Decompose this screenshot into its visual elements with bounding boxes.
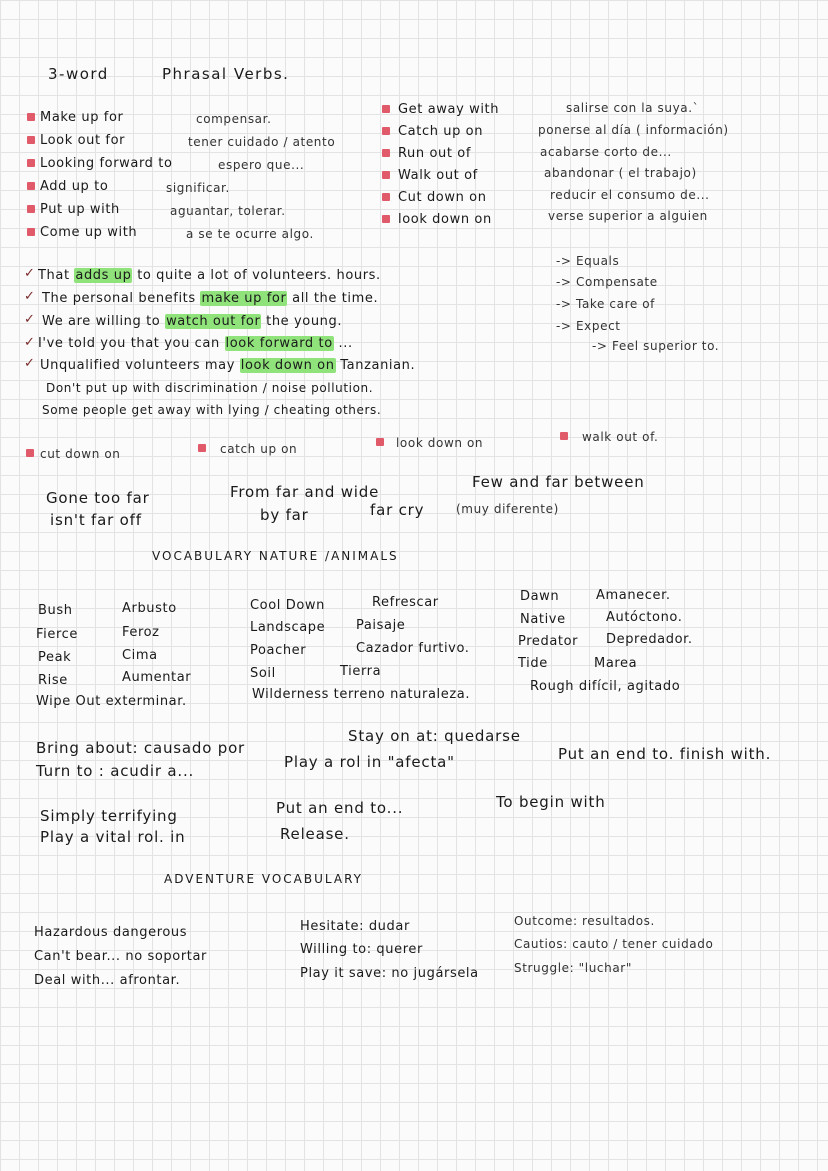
bullet-icon xyxy=(382,215,390,223)
check-icon: ✓ xyxy=(24,356,36,371)
vocab-word: Hazardous dangerous xyxy=(34,925,188,940)
list-item: Run out of xyxy=(398,146,472,161)
expression: Gone too far xyxy=(46,489,150,507)
tag-item: catch up on xyxy=(220,442,298,456)
phrase: Put an end to. finish with. xyxy=(558,745,772,763)
list-item: Come up with xyxy=(40,225,138,240)
list-item-translation: a se te ocurre algo. xyxy=(186,227,314,241)
bullet-icon xyxy=(382,193,390,201)
list-item: Add up to xyxy=(40,179,109,194)
vocab-translation: Cazador furtivo. xyxy=(356,641,470,656)
example-sentence: That adds up to quite a lot of volunteers. hours. xyxy=(38,268,381,283)
list-item-translation: salirse con la suya.` xyxy=(566,101,700,115)
vocab-word: Predator xyxy=(518,634,579,649)
bullet-icon xyxy=(560,432,568,440)
example-sentence: We are willing to watch out for the young. xyxy=(42,314,343,329)
bullet-icon xyxy=(27,113,35,121)
vocab-word: Native xyxy=(520,612,566,627)
vocab-word: Poacher xyxy=(250,643,307,658)
list-item-translation: compensar. xyxy=(196,112,272,126)
vocab-translation: Marea xyxy=(594,656,638,671)
bullet-icon xyxy=(27,136,35,144)
section-heading: VOCABULARY NATURE /ANIMALS xyxy=(152,549,399,563)
vocab-word: Wilderness terreno naturaleza. xyxy=(252,687,471,702)
check-icon: ✓ xyxy=(24,312,36,327)
list-item-translation: tener cuidado / atento xyxy=(188,135,336,149)
expression: Few and far between xyxy=(472,473,645,491)
tag-item: walk out of. xyxy=(582,430,659,444)
vocab-translation: Tierra xyxy=(340,664,382,679)
vocab-word: Landscape xyxy=(250,620,326,635)
check-icon: ✓ xyxy=(24,335,36,350)
vocab-word: Cool Down xyxy=(250,598,325,613)
bullet-icon xyxy=(27,205,35,213)
expression-note: (muy diferente) xyxy=(456,502,559,516)
vocab-translation: Amanecer. xyxy=(596,588,671,603)
bullet-icon xyxy=(198,444,206,452)
meaning-label: -> Expect xyxy=(556,319,621,333)
list-item-translation: reducir el consumo de... xyxy=(550,188,710,202)
expression: isn't far off xyxy=(50,511,142,529)
expression: From far and wide xyxy=(230,483,380,501)
vocab-word: Tide xyxy=(518,656,548,671)
vocab-translation: Paisaje xyxy=(356,618,406,633)
check-icon: ✓ xyxy=(24,289,36,304)
list-item: Walk out of xyxy=(398,168,478,183)
list-item: look down on xyxy=(398,212,492,227)
vocab-word: Deal with... afrontar. xyxy=(34,973,181,988)
list-item: Look out for xyxy=(40,133,126,148)
expression: far cry xyxy=(370,501,425,519)
bullet-icon xyxy=(27,228,35,236)
vocab-word: Fierce xyxy=(36,627,78,642)
vocab-word: Cautios: cauto / tener cuidado xyxy=(514,937,714,951)
check-icon: ✓ xyxy=(24,266,36,281)
phrase: Bring about: causado por xyxy=(36,739,246,757)
phrase: Play a rol in "afecta" xyxy=(284,753,455,771)
vocab-word: Peak xyxy=(38,650,72,665)
vocab-word: Hesitate: dudar xyxy=(300,919,410,934)
example-sentence: Don't put up with discrimination / noise pollution. xyxy=(46,381,374,395)
bullet-icon xyxy=(382,149,390,157)
phrase: Simply terrifying xyxy=(40,807,178,825)
page-title: Phrasal Verbs. xyxy=(162,65,290,83)
vocab-word: Can't bear... no soportar xyxy=(34,949,207,964)
bullet-icon xyxy=(27,159,35,167)
vocab-word: Dawn xyxy=(520,589,560,604)
list-item-translation: aguantar, tolerar. xyxy=(170,204,286,218)
vocab-word: Rough difícil, agitado xyxy=(530,679,681,694)
example-sentence: The personal benefits make up for all the time. xyxy=(42,291,379,306)
list-item: Put up with xyxy=(40,202,120,217)
vocab-word: Outcome: resultados. xyxy=(514,914,655,928)
example-sentence: I've told you that you can look forward to ... xyxy=(38,336,353,351)
tag-item: cut down on xyxy=(40,447,121,461)
expression: by far xyxy=(260,506,309,524)
vocab-translation: Cima xyxy=(122,648,158,663)
vocab-translation: Depredador. xyxy=(606,632,693,647)
vocab-word: Struggle: "luchar" xyxy=(514,961,632,975)
phrase: Stay on at: quedarse xyxy=(348,727,521,745)
tag-item: look down on xyxy=(396,436,484,450)
list-item-translation: verse superior a alguien xyxy=(548,209,708,223)
list-item-translation: espero que... xyxy=(218,158,305,172)
example-sentence: Unqualified volunteers may look down on Tanzanian. xyxy=(40,358,416,373)
vocab-translation: Arbusto xyxy=(122,601,177,616)
meaning-label: -> Compensate xyxy=(556,275,658,289)
bullet-icon xyxy=(382,105,390,113)
vocab-word: Bush xyxy=(38,603,73,618)
bullet-icon xyxy=(26,449,34,457)
vocab-translation: Autóctono. xyxy=(606,610,683,625)
bullet-icon xyxy=(382,127,390,135)
vocab-word: Wipe Out exterminar. xyxy=(36,694,187,709)
list-item-translation: ponerse al día ( información) xyxy=(538,123,729,137)
vocab-translation: Refrescar xyxy=(372,595,439,610)
vocab-word: Rise xyxy=(38,673,68,688)
list-item-translation: significar. xyxy=(166,181,230,195)
bullet-icon xyxy=(376,438,384,446)
meaning-label: -> Feel superior to. xyxy=(592,339,720,353)
vocab-word: Soil xyxy=(250,666,276,681)
list-item: Get away with xyxy=(398,102,500,117)
vocab-translation: Aumentar xyxy=(122,670,192,685)
meaning-label: -> Equals xyxy=(556,254,620,268)
phrase: Turn to : acudir a... xyxy=(36,762,195,780)
list-item: Looking forward to xyxy=(40,156,173,171)
meaning-label: -> Take care of xyxy=(556,297,655,311)
phrase: Release. xyxy=(280,825,350,843)
bullet-icon xyxy=(27,182,35,190)
bullet-icon xyxy=(382,171,390,179)
page-title-number: 3-word xyxy=(48,65,109,83)
list-item: Cut down on xyxy=(398,190,487,205)
vocab-word: Play it save: no jugársela xyxy=(300,966,479,981)
section-heading: ADVENTURE VOCABULARY xyxy=(164,872,363,886)
list-item-translation: abandonar ( el trabajo) xyxy=(544,166,697,180)
phrase: Put an end to... xyxy=(276,799,404,817)
list-item: Catch up on xyxy=(398,124,484,139)
phrase: To begin with xyxy=(496,793,606,811)
vocab-translation: Feroz xyxy=(122,625,160,640)
list-item: Make up for xyxy=(40,110,124,125)
phrase: Play a vital rol. in xyxy=(40,828,186,846)
example-sentence: Some people get away with lying / cheating others. xyxy=(42,403,382,417)
list-item-translation: acabarse corto de... xyxy=(540,145,672,159)
vocab-word: Willing to: querer xyxy=(300,942,423,957)
